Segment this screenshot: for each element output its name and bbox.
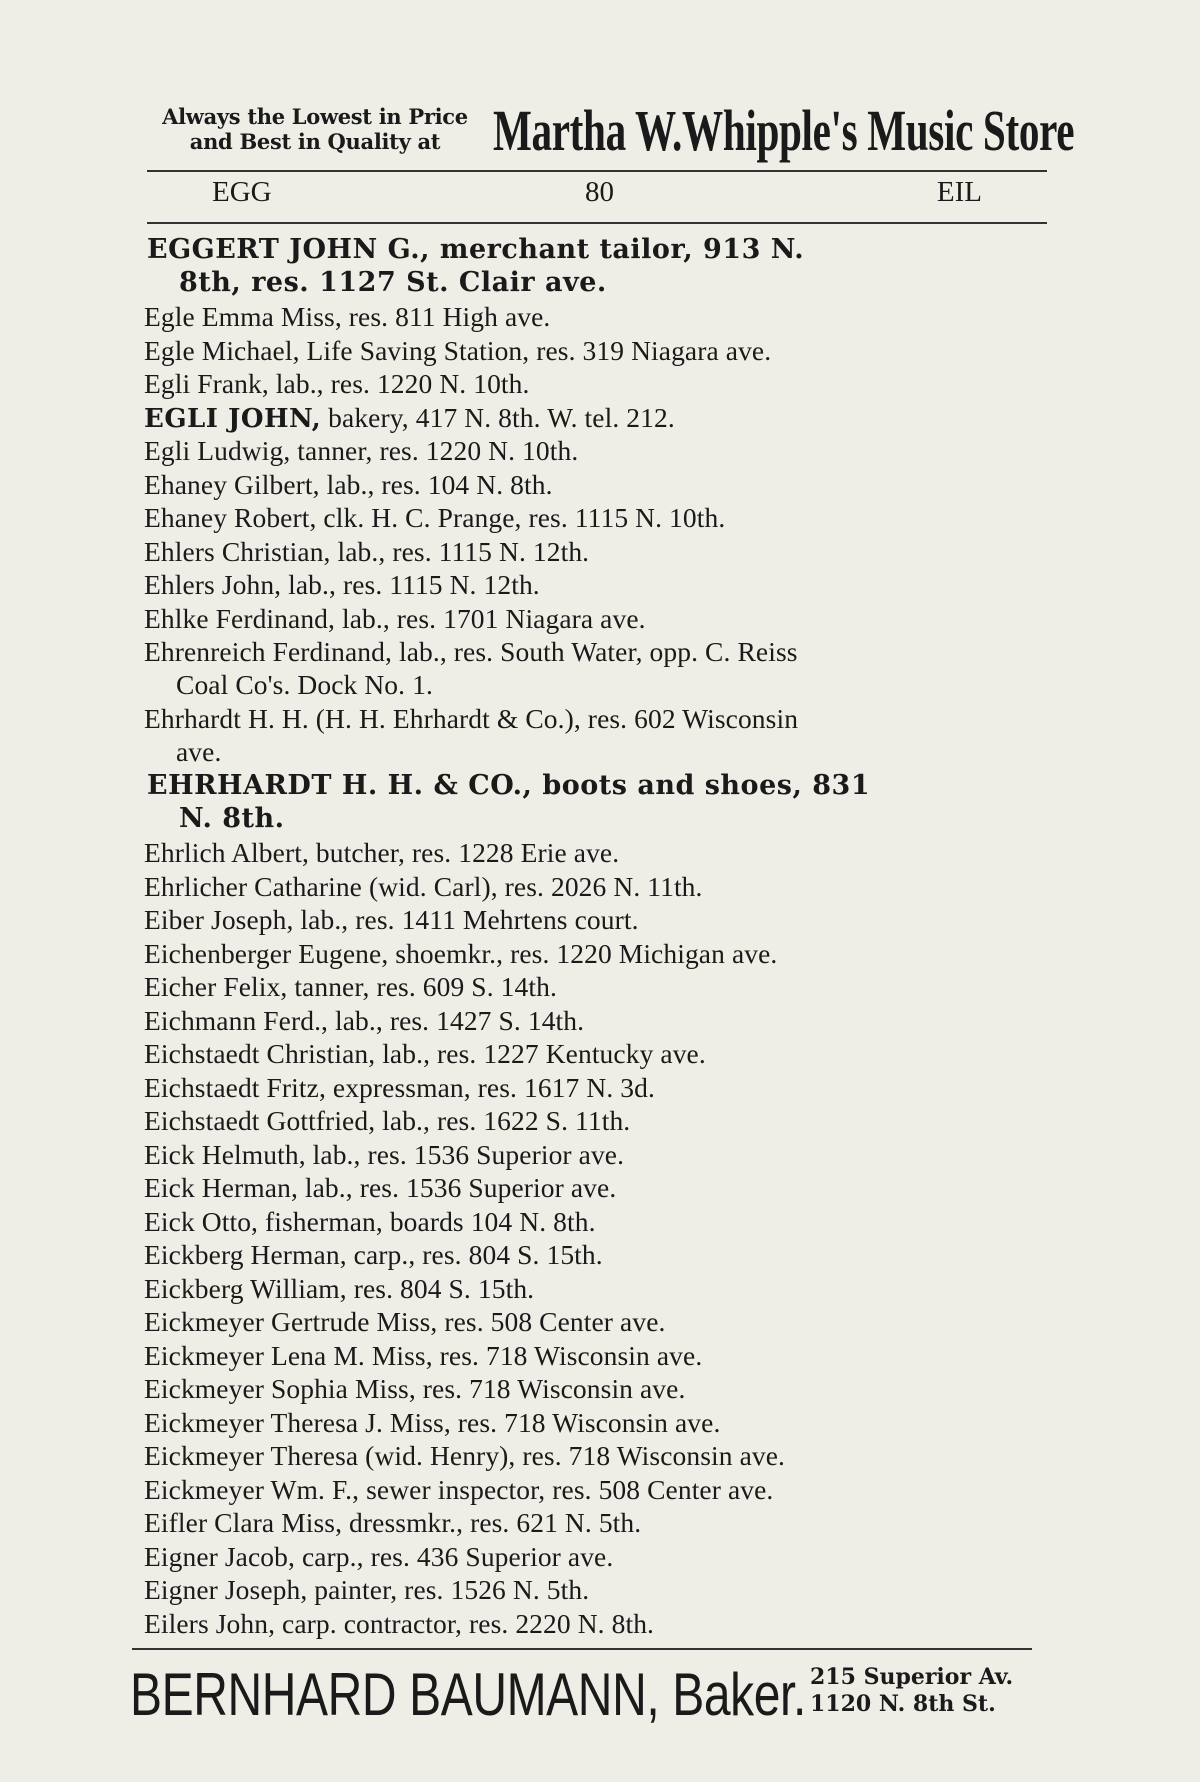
ad-store-name: Martha W.Whipple's Music Store: [493, 98, 1075, 163]
entry-text: Eilers John, carp. contractor, res. 2220 N. 8th.: [144, 1607, 655, 1639]
header-rule-top: [147, 170, 1047, 172]
entry-continuation: N. 8th.: [179, 803, 285, 834]
entry-text: Eichstaedt Fritz, expressman, res. 1617 N. 3d.: [144, 1071, 655, 1103]
entry-text: Eickberg William, res. 804 S. 15th.: [144, 1272, 535, 1304]
entry-text: Ehrenreich Ferdinand, lab., res. South Water, opp. C. Reiss: [144, 636, 798, 667]
directory-entry: [144, 300, 550, 333]
directory-entry: [144, 568, 540, 601]
entry-text: Egle Emma Miss, res. 811 High ave.: [144, 301, 551, 332]
entry-text: Eichmann Ferd., lab., res. 1427 S. 14th.: [144, 1004, 585, 1036]
entry-text: Eickberg Herman, carp., res. 804 S. 15th.: [144, 1239, 603, 1270]
directory-entry: [144, 434, 578, 467]
ad-tagline: [145, 104, 485, 154]
header-rule-bottom: [147, 222, 1047, 224]
directory-entry: [144, 1573, 589, 1606]
directory-entry: [144, 903, 639, 936]
ad-address-line2: 1120 N. 8th St.: [810, 1691, 996, 1717]
directory-entry: [144, 836, 619, 869]
entry-bold-name: EGLI JOHN,: [144, 403, 322, 434]
footer-advertisement: [130, 1660, 1050, 1730]
directory-entry: [144, 468, 553, 501]
directory-entry: [144, 1037, 706, 1070]
entry-text: Egli Ludwig, tanner, res. 1220 N. 10th.: [144, 435, 579, 466]
entry-text: Ehaney Gilbert, lab., res. 104 N. 8th.: [144, 468, 553, 500]
entry-text: Eiber Joseph, lab., res. 1411 Mehrtens court.: [144, 904, 639, 935]
directory-entry: [147, 233, 804, 299]
directory-entry: [144, 1171, 616, 1204]
running-head-left: EGG: [212, 176, 272, 208]
directory-entry: [144, 501, 725, 534]
directory-entry: [144, 1339, 702, 1372]
entry-text: Eick Herman, lab., res. 1536 Superior ave.: [144, 1172, 617, 1203]
ad-baker-name: BERNHARD BAUMANN, Baker.: [130, 1661, 806, 1728]
directory-entry: [144, 1138, 624, 1171]
directory-entry: [144, 1506, 641, 1539]
directory-entry: [144, 1238, 603, 1271]
entry-text: Eigner Joseph, painter, res. 1526 N. 5th.: [144, 1574, 590, 1605]
directory-entry: [144, 1406, 720, 1439]
entry-text: Ehlers Christian, lab., res. 1115 N. 12th.: [144, 535, 590, 567]
ad-tagline-line2: and Best in Quality at: [189, 129, 441, 154]
directory-entry: [144, 602, 646, 635]
ad-baker-address: [810, 1664, 1040, 1718]
directory-entry: [144, 334, 771, 367]
running-head: [147, 176, 1047, 216]
entry-text: Eichstaedt Christian, lab., res. 1227 Kentucky ave.: [144, 1038, 706, 1069]
entry-text: Ehrhardt H. H. (H. H. Ehrhardt & Co.), res. 602 Wisconsin: [144, 703, 799, 734]
directory-entry: [144, 702, 798, 768]
page-number: 80: [585, 176, 614, 208]
entry-text: Eichenberger Eugene, shoemkr., res. 1220 Michigan ave.: [144, 937, 778, 969]
directory-entry: [144, 535, 589, 568]
entry-text: Eifler Clara Miss, dressmkr., res. 621 N. 5th.: [144, 1507, 642, 1538]
entry-text: Eickmeyer Sophia Miss, res. 718 Wisconsin ave.: [144, 1373, 686, 1404]
entry-text: Egli Frank, lab., res. 1220 N. 10th.: [144, 368, 530, 399]
entry-text: Ehrlicher Catharine (wid. Carl), res. 2026 N. 11th.: [144, 870, 703, 902]
directory-entry: [144, 937, 777, 970]
entry-text: Eickmeyer Gertrude Miss, res. 508 Center ave.: [144, 1306, 666, 1337]
directory-entry: [144, 970, 557, 1003]
entry-text: Eick Helmuth, lab., res. 1536 Superior ave.: [144, 1138, 625, 1170]
entry-text: Eichstaedt Gottfried, lab., res. 1622 S. 11th.: [144, 1105, 631, 1136]
ad-address-line1: 215 Superior Av.: [810, 1664, 1014, 1690]
header-advertisement: [145, 98, 1075, 164]
directory-entry: [144, 367, 530, 400]
directory-entry: [144, 1004, 584, 1037]
running-head-right: EIL: [936, 176, 982, 208]
entry-text: bakery, 417 N. 8th. W. tel. 212.: [321, 401, 675, 433]
entry-bold-text: EGGERT JOHN G., merchant tailor, 913 N.: [147, 234, 805, 265]
directory-entry: [144, 1540, 613, 1573]
entry-text: Ehlers John, lab., res. 1115 N. 12th.: [144, 569, 540, 600]
directory-entry: [144, 401, 675, 436]
entry-text: Ehaney Robert, clk. H. C. Prange, res. 1115 N. 10th.: [144, 502, 726, 533]
directory-entry: [144, 870, 703, 903]
directory-entry: [144, 1071, 655, 1104]
directory-entry: [144, 1272, 534, 1305]
directory-entry: [144, 1607, 654, 1640]
footer-rule: [132, 1648, 1032, 1650]
directory-entry: [144, 1305, 665, 1338]
entry-text: Ehlke Ferdinand, lab., res. 1701 Niagara ave.: [144, 602, 646, 634]
ad-tagline-line1: Always the Lowest in Price: [162, 104, 468, 129]
directory-entry: [144, 1205, 596, 1238]
directory-entry: [147, 769, 870, 835]
entry-continuation: Coal Co's. Dock No. 1.: [176, 669, 433, 700]
entry-continuation: ave.: [176, 736, 222, 767]
directory-entry: [144, 1439, 785, 1472]
entry-continuation: 8th, res. 1127 St. Clair ave.: [179, 267, 607, 298]
entry-text: Ehrlich Albert, butcher, res. 1228 Erie ave.: [144, 837, 620, 868]
entry-text: Eick Otto, fisherman, boards 104 N. 8th.: [144, 1205, 596, 1237]
directory-entry: [144, 1104, 630, 1137]
entry-text: Eigner Jacob, carp., res. 436 Superior ave.: [144, 1540, 614, 1572]
directory-entry: [144, 1372, 685, 1405]
entry-text: Eicher Felix, tanner, res. 609 S. 14th.: [144, 971, 557, 1002]
directory-entry: [144, 1473, 773, 1506]
entry-text: Eickmeyer Theresa (wid. Henry), res. 718 Wisconsin ave.: [144, 1440, 786, 1471]
entry-text: Eickmeyer Lena M. Miss, res. 718 Wisconsin ave.: [144, 1339, 703, 1371]
entry-bold-text: EHRHARDT H. H. & CO., boots and shoes, 831: [147, 770, 871, 801]
entry-text: Eickmeyer Wm. F., sewer inspector, res. 508 Center ave.: [144, 1473, 774, 1505]
entry-text: Eickmeyer Theresa J. Miss, res. 718 Wisconsin ave.: [144, 1406, 721, 1438]
entry-text: Egle Michael, Life Saving Station, res. 319 Niagara ave.: [144, 334, 772, 366]
directory-entry: [144, 635, 798, 701]
